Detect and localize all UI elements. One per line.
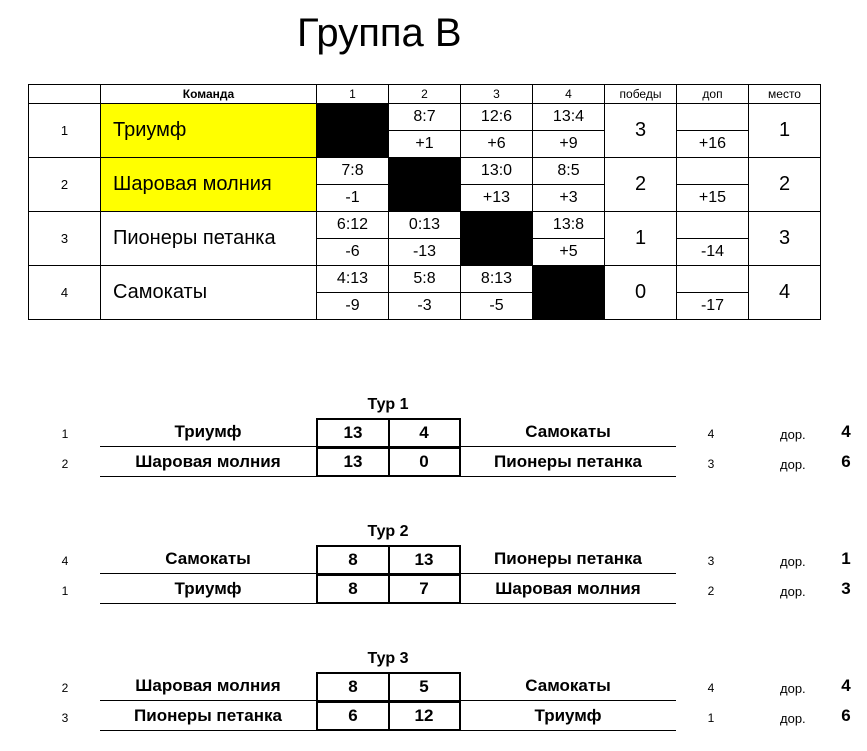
extra-blank xyxy=(677,158,749,185)
extra-cell: -17 xyxy=(677,293,749,320)
diff-cell: +13 xyxy=(461,185,533,212)
wins-cell: 3 xyxy=(605,104,677,158)
match-row xyxy=(0,448,867,476)
page-title: Группа В xyxy=(297,11,462,55)
diff-cell: -3 xyxy=(389,293,461,320)
right-score: 7 xyxy=(388,575,461,604)
diff-cell: +5 xyxy=(533,239,605,266)
match-row xyxy=(0,575,867,603)
header-col-4: 4 xyxy=(533,85,605,104)
header-num xyxy=(29,85,101,104)
right-team-num: 2 xyxy=(707,584,715,598)
score-cell: 8:7 xyxy=(389,104,461,131)
header-wins: победы xyxy=(605,85,677,104)
place-cell: 2 xyxy=(749,158,821,212)
diff-cell: -13 xyxy=(389,239,461,266)
score-cell: 6:12 xyxy=(317,212,389,239)
diff-cell: -5 xyxy=(461,293,533,320)
left-team-num: 2 xyxy=(61,457,69,471)
header-col-3: 3 xyxy=(461,85,533,104)
left-score: 8 xyxy=(316,672,390,702)
table-row xyxy=(29,266,821,293)
court-label: дор. xyxy=(780,584,806,599)
right-score: 12 xyxy=(388,702,461,731)
court-label: дор. xyxy=(780,554,806,569)
row-num: 4 xyxy=(29,266,101,320)
score-cell: 8:5 xyxy=(533,158,605,185)
team-name: Шаровая молния xyxy=(101,158,317,212)
left-team-num: 4 xyxy=(61,554,69,568)
team-name: Триумф xyxy=(101,104,317,158)
left-team-num: 2 xyxy=(61,681,69,695)
score-cell: 12:6 xyxy=(461,104,533,131)
right-team-num: 1 xyxy=(707,711,715,725)
score-cell: 13:8 xyxy=(533,212,605,239)
score-cell: 7:8 xyxy=(317,158,389,185)
score-cell: 8:13 xyxy=(461,266,533,293)
team-name: Пионеры петанка xyxy=(101,212,317,266)
match-row xyxy=(0,702,867,730)
right-team-num: 4 xyxy=(707,427,715,441)
place-cell: 1 xyxy=(749,104,821,158)
header-team: Команда xyxy=(101,85,317,104)
right-team: Самокаты xyxy=(460,418,676,447)
wins-cell: 1 xyxy=(605,212,677,266)
table-row xyxy=(29,104,821,131)
header-col-1: 1 xyxy=(317,85,389,104)
court-label: дор. xyxy=(780,457,806,472)
wins-cell: 0 xyxy=(605,266,677,320)
header-col-2: 2 xyxy=(389,85,461,104)
table-header-row xyxy=(29,85,821,104)
right-team: Пионеры петанка xyxy=(460,448,676,477)
right-team-num: 3 xyxy=(707,554,715,568)
extra-blank xyxy=(677,212,749,239)
diff-cell: +9 xyxy=(533,131,605,158)
self-cell xyxy=(533,266,605,320)
left-team: Триумф xyxy=(100,575,316,604)
right-team: Триумф xyxy=(460,702,676,731)
diff-cell: +3 xyxy=(533,185,605,212)
left-team-num: 1 xyxy=(61,584,69,598)
right-team-num: 3 xyxy=(707,457,715,471)
header-place: место xyxy=(749,85,821,104)
right-team: Шаровая молния xyxy=(460,575,676,604)
score-cell: 13:4 xyxy=(533,104,605,131)
right-team-num: 4 xyxy=(707,681,715,695)
wins-cell: 2 xyxy=(605,158,677,212)
left-team-num: 1 xyxy=(61,427,69,441)
round-title: Тур 2 xyxy=(367,523,409,540)
diff-cell: -1 xyxy=(317,185,389,212)
court-label: дор. xyxy=(780,711,806,726)
left-score: 8 xyxy=(316,545,390,575)
diff-cell: +1 xyxy=(389,131,461,158)
left-score: 6 xyxy=(316,702,390,731)
place-cell: 3 xyxy=(749,212,821,266)
team-name: Самокаты xyxy=(101,266,317,320)
court-number: 1 xyxy=(841,549,851,568)
right-score: 0 xyxy=(388,448,461,477)
right-team: Самокаты xyxy=(460,672,676,701)
diff-cell: -6 xyxy=(317,239,389,266)
court-number: 4 xyxy=(841,422,851,441)
row-num: 3 xyxy=(29,212,101,266)
right-team: Пионеры петанка xyxy=(460,545,676,574)
right-score: 4 xyxy=(388,418,461,448)
left-team: Триумф xyxy=(100,418,316,447)
extra-blank xyxy=(677,266,749,293)
court-number: 6 xyxy=(841,706,851,725)
extra-cell: +16 xyxy=(677,131,749,158)
left-team: Самокаты xyxy=(100,545,316,574)
court-number: 4 xyxy=(841,676,851,695)
right-score: 13 xyxy=(388,545,461,575)
score-cell: 13:0 xyxy=(461,158,533,185)
place-cell: 4 xyxy=(749,266,821,320)
diff-cell: -9 xyxy=(317,293,389,320)
standings-table xyxy=(28,84,821,320)
match-row xyxy=(0,418,867,446)
court-label: дор. xyxy=(780,681,806,696)
diff-cell: +6 xyxy=(461,131,533,158)
match-row xyxy=(0,545,867,573)
table-row xyxy=(29,158,821,185)
extra-blank xyxy=(677,104,749,131)
score-cell: 5:8 xyxy=(389,266,461,293)
score-cell: 4:13 xyxy=(317,266,389,293)
self-cell xyxy=(317,104,389,158)
left-team: Шаровая молния xyxy=(100,448,316,477)
round-title: Тур 3 xyxy=(367,650,409,667)
left-score: 8 xyxy=(316,575,390,604)
row-num: 1 xyxy=(29,104,101,158)
left-team: Шаровая молния xyxy=(100,672,316,701)
court-number: 3 xyxy=(841,579,851,598)
right-score: 5 xyxy=(388,672,461,702)
left-team: Пионеры петанка xyxy=(100,702,316,731)
court-label: дор. xyxy=(780,427,806,442)
row-num: 2 xyxy=(29,158,101,212)
left-score: 13 xyxy=(316,448,390,477)
score-cell: 0:13 xyxy=(389,212,461,239)
extra-cell: -14 xyxy=(677,239,749,266)
extra-cell: +15 xyxy=(677,185,749,212)
court-number: 6 xyxy=(841,452,851,471)
left-team-num: 3 xyxy=(61,711,69,725)
self-cell xyxy=(389,158,461,212)
round-title: Тур 1 xyxy=(367,396,409,413)
match-row xyxy=(0,672,867,700)
left-score: 13 xyxy=(316,418,390,448)
self-cell xyxy=(461,212,533,266)
table-row xyxy=(29,212,821,239)
header-extra: доп xyxy=(677,85,749,104)
